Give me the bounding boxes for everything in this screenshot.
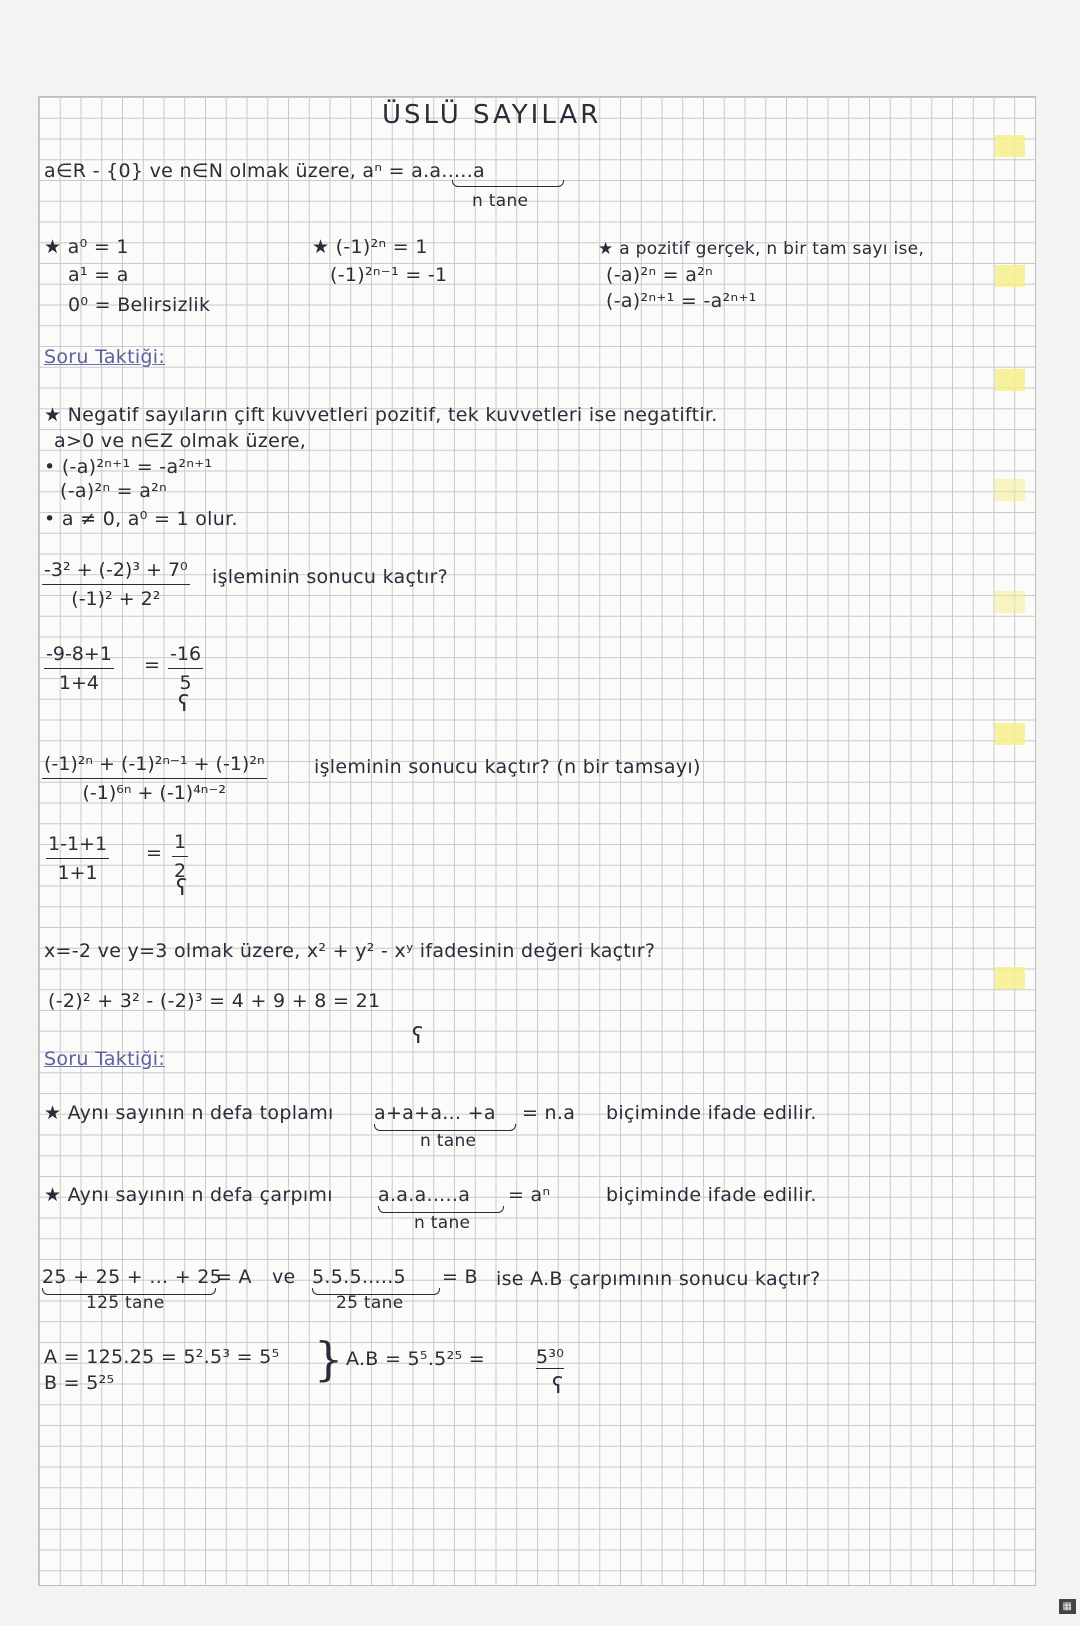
q3-solution: (-2)² + 3² - (-2)³ = 4 + 9 + 8 = 21 <box>48 990 381 1012</box>
prod-suffix: biçiminde ifade edilir. <box>606 1184 817 1206</box>
highlight-mark <box>995 479 1025 501</box>
q2-numerator: (-1)²ⁿ + (-1)²ⁿ⁻¹ + (-1)²ⁿ <box>42 752 267 779</box>
q4-sol-ab: A.B = 5⁵.5²⁵ = <box>346 1348 485 1370</box>
tactic-heading: Soru Taktiği: <box>44 1048 166 1070</box>
q2-sol-den: 1+1 <box>57 862 98 884</box>
rule-odd-power: (-a)²ⁿ⁺¹ = -a²ⁿ⁺¹ <box>606 290 757 312</box>
q1-denominator: (-1)² + 2² <box>71 588 161 610</box>
q4-b-under: 25 tane <box>336 1293 404 1313</box>
q4-b-expression: 5.5.5.....5 <box>312 1266 406 1288</box>
highlight-mark <box>995 591 1025 613</box>
q4-ve: ve <box>272 1266 296 1288</box>
definition-under: n tane <box>472 191 529 211</box>
q1-question: işleminin sonucu kaçtır? <box>212 566 449 588</box>
highlight-mark <box>995 967 1025 989</box>
prod-prefix: ★ Aynı sayının n defa çarpımı <box>44 1184 333 1206</box>
q2-ans-den: 2 <box>174 860 187 882</box>
q4-b-eq: = B <box>442 1266 478 1288</box>
q4-a-expression: 25 + 25 + ... + 25 <box>42 1266 223 1288</box>
q1-ans-den: 5 <box>179 672 192 694</box>
equals: = <box>146 842 163 864</box>
q4-sol-b: B = 5²⁵ <box>44 1372 115 1394</box>
q1-solution <box>44 642 114 695</box>
prod-result: = aⁿ <box>508 1184 551 1206</box>
underbrace <box>452 180 564 187</box>
q4-sol-a: A = 125.25 = 5².5³ = 5⁵ <box>44 1346 280 1368</box>
answer-mark: ʕ <box>178 692 190 717</box>
rule-positive-real: ★ a pozitif gerçek, n bir tam sayı ise, <box>598 239 925 259</box>
answer-mark: ʕ <box>552 1374 564 1399</box>
q2-fraction <box>42 752 267 805</box>
sum-expression: a+a+a... +a <box>374 1102 496 1124</box>
rule-a1: a¹ = a <box>68 264 129 286</box>
q2-ans-num: 1 <box>172 830 188 857</box>
tactic-heading: Soru Taktiği: <box>44 346 166 368</box>
answer-mark: ʕ <box>176 876 188 901</box>
rule-a0: ★ a⁰ = 1 <box>44 236 129 258</box>
sum-result: = n.a <box>522 1102 576 1124</box>
q4-a-eq: = A <box>216 1266 252 1288</box>
q1-numerator: -3² + (-2)³ + 7⁰ <box>42 558 190 585</box>
q2-sol-num: 1-1+1 <box>46 832 109 859</box>
highlight-mark <box>995 723 1025 745</box>
prod-expression: a.a.a.....a <box>378 1184 471 1206</box>
q1-fraction <box>42 558 190 611</box>
rule-neg1-even: ★ (-1)²ⁿ = 1 <box>312 236 428 258</box>
tactic-line: • a ≠ 0, a⁰ = 1 olur. <box>44 508 238 530</box>
tactic-line: (-a)²ⁿ = a²ⁿ <box>60 480 167 502</box>
sum-prefix: ★ Aynı sayının n defa toplamı <box>44 1102 334 1124</box>
q1-sol-den: 1+4 <box>58 672 99 694</box>
q4-answer: 5³⁰ <box>536 1346 565 1368</box>
rule-neg1-odd: (-1)²ⁿ⁻¹ = -1 <box>330 264 448 286</box>
page-title: ÜSLÜ SAYILAR <box>382 100 602 130</box>
highlight-mark <box>995 265 1025 287</box>
rule-even-power: (-a)²ⁿ = a²ⁿ <box>606 264 713 286</box>
highlight-mark <box>995 135 1025 157</box>
brace: } <box>314 1332 344 1386</box>
prod-under: n tane <box>414 1213 471 1233</box>
q1-sol-num: -9-8+1 <box>44 642 114 669</box>
q3-question: x=-2 ve y=3 olmak üzere, x² + y² - xʸ ifadesinin değeri kaçtır? <box>44 940 656 962</box>
tactic-line: a>0 ve n∈Z olmak üzere, <box>54 430 307 452</box>
q1-ans-num: -16 <box>168 642 203 669</box>
q2-solution <box>46 832 109 885</box>
q2-question: işleminin sonucu kaçtır? (n bir tamsayı) <box>314 756 701 778</box>
highlight-mark <box>995 369 1025 391</box>
answer-mark: ʕ <box>412 1024 424 1049</box>
q4-a-under: 125 tane <box>86 1293 165 1313</box>
corner-logo: ▦ <box>1059 1599 1076 1614</box>
q2-denominator: (-1)⁶ⁿ + (-1)⁴ⁿ⁻² <box>82 782 227 804</box>
sum-suffix: biçiminde ifade edilir. <box>606 1102 817 1124</box>
equals: = <box>144 654 161 676</box>
definition-line: a∈R - {0} ve n∈N olmak üzere, aⁿ = a.a.....a <box>44 160 485 182</box>
sum-under: n tane <box>420 1131 477 1151</box>
tactic-line: ★ Negatif sayıların çift kuvvetleri pozitif, tek kuvvetleri ise negatiftir. <box>44 404 718 426</box>
rule-00: 0⁰ = Belirsizlik <box>68 294 211 316</box>
tactic-line: • (-a)²ⁿ⁺¹ = -a²ⁿ⁺¹ <box>44 456 213 478</box>
q4-question: ise A.B çarpımının sonucu kaçtır? <box>496 1268 821 1290</box>
q1-answer <box>168 642 203 695</box>
